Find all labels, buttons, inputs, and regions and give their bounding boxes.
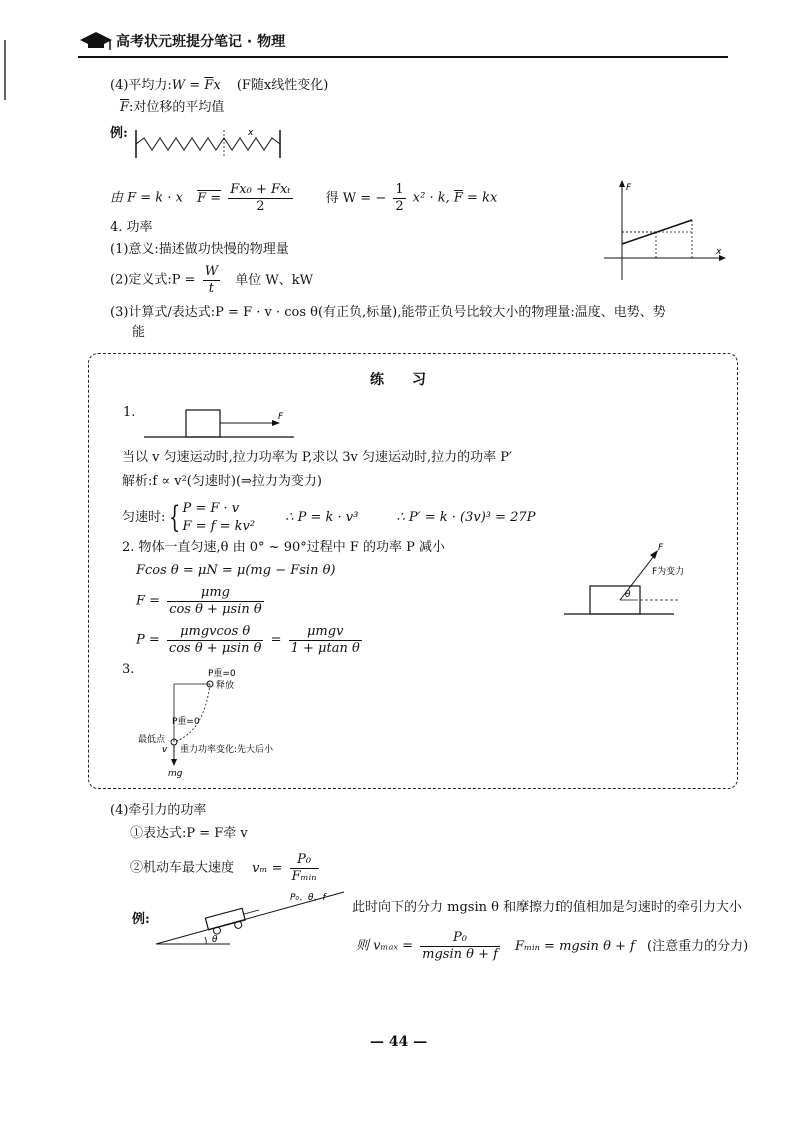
- q3-lowest: 最低点: [138, 735, 166, 745]
- traction-max-speed: ②机动车最大速度 vₘ = $\frac{\text{P₀}}{\text{Fₘᵢₙ}}$: [130, 852, 317, 884]
- page-number: — 44 —: [370, 1034, 428, 1050]
- left-edge-mark: [4, 40, 6, 100]
- q3-pendulum-diagram: [134, 662, 334, 782]
- spring-x-label: x: [248, 128, 254, 138]
- incline-theta: θ: [212, 935, 218, 945]
- q2-eq1: Fcos θ = μN = μ(mg − Fsin θ): [136, 563, 336, 578]
- incline-car-diagram: [150, 890, 350, 950]
- q1-question: 当以 v 匀速运动时,拉力功率为 P,求以 3v 匀速运动时,拉力的功率 P′: [122, 450, 512, 465]
- practice-title: 练 习: [370, 372, 426, 388]
- force-displacement-graph: [604, 180, 729, 285]
- traction-expr: ①表达式:P = F牵 v: [130, 826, 248, 841]
- traction-title: (4)牵引力的功率: [110, 803, 207, 818]
- power-title: 4. 功率: [110, 220, 153, 235]
- spring-diagram: [134, 128, 284, 164]
- q1-force-label: F: [278, 412, 284, 422]
- power-calc-line1: (3)计算式/表达式:P = F · v · cos θ(有正负,标量),能带正负号比较大小的物理量:温度、电势、势: [110, 305, 666, 320]
- q1-number: 1.: [123, 405, 136, 420]
- avg-force-derivation: 由 F = k · x F = $\frac{\text{Fx₀ + Fxₜ}}{2}$ 得 W = − $\frac{1}{2}$ x² · k, $\overline{F}$ = kx: [110, 182, 498, 214]
- graph-x-label: x: [716, 247, 722, 257]
- power-meaning: (1)意义:描述做功快慢的物理量: [110, 242, 289, 257]
- example-label-1: 例:: [110, 126, 128, 141]
- q1-block-diagram: [140, 405, 300, 441]
- q1-uniform: 匀速时: { P = F · v F = f = kv² ∴ P = k · v³ ∴ P′ = k · (3v)³ = 27P: [122, 499, 536, 535]
- power-calc-line2: 能: [132, 325, 146, 340]
- header-title: 高考状元班提分笔记 · 物理: [116, 34, 286, 50]
- mortarboard-icon: [78, 30, 114, 52]
- avg-force-line2: $\overline{F}$:对位移的平均值: [120, 100, 225, 115]
- q2-variable-note: F为变力: [652, 567, 685, 577]
- q1-analysis: 解析:f ∝ v²(匀速时)(⇒拉力为变力): [122, 474, 322, 489]
- header-rule: [78, 56, 728, 58]
- q3-p-bottom: P重=0: [172, 717, 200, 727]
- q2-theta-label: θ: [625, 590, 631, 600]
- q2-eq2: F = $\frac{\text{μmg}}{\text{cos θ + μsin θ}}$: [136, 585, 262, 617]
- avg-force-line1: (4)平均力:W = $\overline{F}x$ (F随x线性变化): [110, 78, 329, 93]
- q3-mg: mg: [168, 769, 183, 779]
- q3-v-label: v: [162, 745, 168, 755]
- q3-p-top: P重=0: [208, 669, 236, 679]
- q2-eq3: P = $\frac{\text{μmgvcos θ}}{\text{cos θ + μsin θ}}$ = $\frac{\text{μmgv}}{\text{1 + μtan θ}}$: [136, 624, 360, 656]
- traction-explain: 此时向下的分力 mgsin θ 和摩擦力f的值相加是匀速时的牵引力大小: [352, 900, 742, 915]
- power-definition: (2)定义式:P = $\frac{W}{t}$ 单位 W、kW: [110, 264, 313, 296]
- q3-gravity-note: 重力功率变化:先大后小: [180, 745, 274, 755]
- q2-incline-force-diagram: [560, 540, 730, 620]
- q3-number: 3.: [122, 662, 135, 677]
- incline-params: P₀、θ、f: [290, 893, 326, 903]
- q2-F-label: F: [658, 543, 664, 553]
- traction-example-label: 例:: [132, 912, 150, 927]
- q2-title: 2. 物体一直匀速,θ 由 0° ~ 90°过程中 F 的功率 P 减小: [122, 540, 446, 555]
- q3-release: 释放: [216, 681, 235, 691]
- traction-then: 则 vₘₐₓ = $\frac{\text{P₀}}{\text{mgsin θ + f}}$ Fₘᵢₙ = mgsin θ + f (注意重力的分力): [356, 930, 749, 962]
- graph-F-label: F: [626, 183, 632, 193]
